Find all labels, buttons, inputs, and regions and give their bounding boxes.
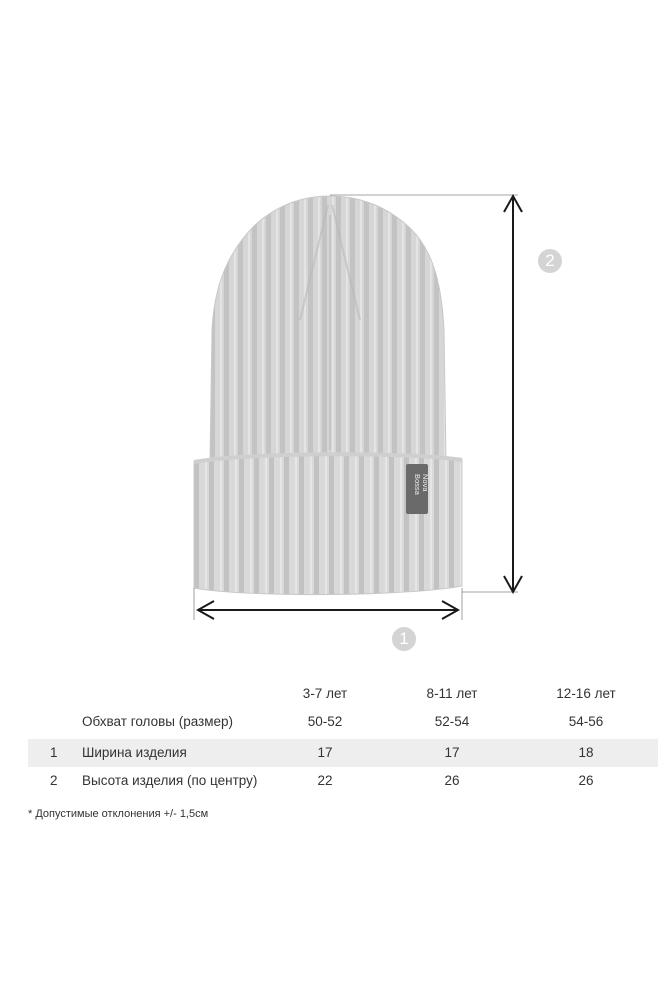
cell-value: 54-56	[568, 714, 604, 729]
column-header: 12-16 лет	[556, 686, 616, 701]
footnote: * Допустимые отклонения +/- 1,5см	[28, 808, 209, 820]
table-row	[28, 767, 658, 795]
table-row	[28, 739, 658, 767]
size-table	[28, 680, 658, 795]
width-marker: 1	[392, 627, 416, 651]
hat-crown	[210, 196, 446, 460]
row-label: Обхват головы (размер)	[82, 714, 234, 729]
cell-value: 50-52	[307, 714, 343, 729]
cell-value: 17	[444, 745, 460, 760]
table-row	[28, 708, 658, 736]
column-header: 3-7 лет	[302, 686, 348, 701]
brand-tag-line2: Nova	[421, 474, 430, 492]
height-marker: 2	[538, 249, 562, 273]
row-label: Высота изделия (по центру)	[82, 773, 258, 788]
cell-value: 17	[317, 745, 333, 760]
row-number: 2	[50, 773, 58, 788]
row-label: Ширина изделия	[82, 745, 187, 760]
cell-value: 26	[578, 773, 594, 788]
cell-value: 26	[444, 773, 460, 788]
cell-value: 18	[578, 745, 594, 760]
table-header-row	[28, 680, 658, 708]
brand-tag-line1: Bossa	[413, 474, 422, 495]
row-number: 1	[50, 745, 58, 760]
cell-value: 22	[317, 773, 333, 788]
column-header: 8-11 лет	[426, 686, 478, 701]
brand-tag	[406, 464, 430, 514]
cell-value: 52-54	[434, 714, 470, 729]
